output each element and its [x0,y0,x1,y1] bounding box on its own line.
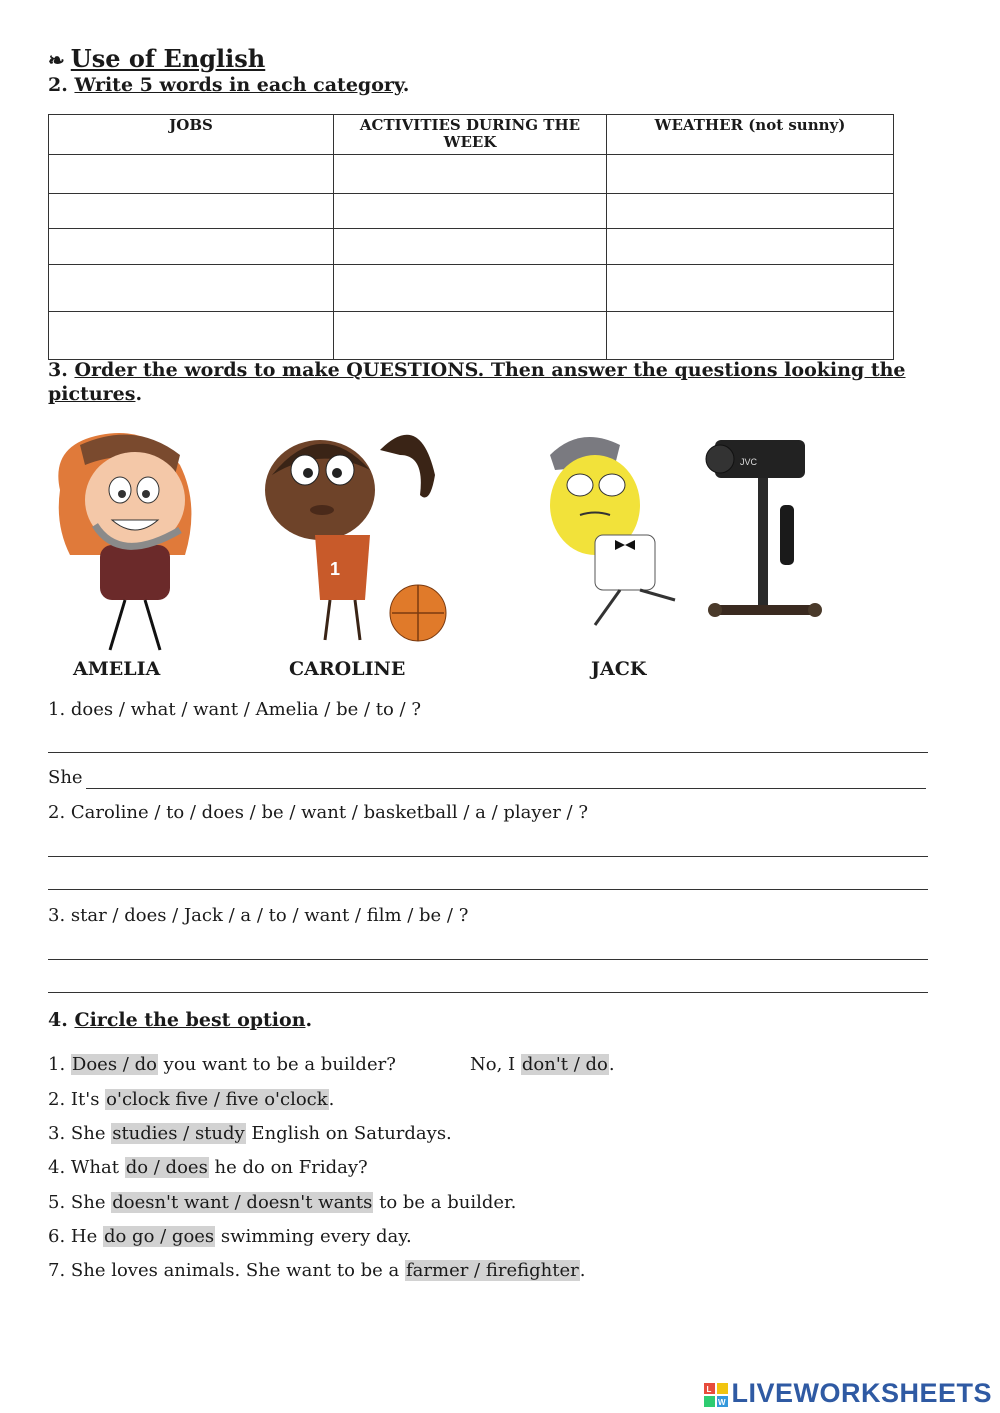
table-row [49,265,894,312]
option-choice[interactable]: farmer / firefighter [406,1260,579,1281]
table-cell[interactable] [334,229,607,265]
list-item: 3. She studies / study English on Saturdays. [48,1123,452,1144]
table-cell[interactable] [607,155,894,194]
list-item: No, I don't / do. [470,1054,615,1075]
option-choice[interactable]: do go / goes [103,1226,215,1247]
answer-prefix: She [48,767,83,788]
table-row [49,312,894,360]
liveworksheets-logo [704,1378,992,1409]
table-cell[interactable] [49,312,334,360]
caroline-illustration [265,435,446,641]
table-cell[interactable] [334,312,607,360]
jack-illustration [550,437,675,625]
question-1: 1. does / what / want / Amelia / be / to / ? [48,699,421,720]
section-3-heading: 3. Order the words to make QUESTIONS. Then answer the questions looking the pictures. [48,359,906,405]
header-activities: ACTIVITIES DURING THE WEEK [334,115,607,155]
section-4-heading: 4. Circle the best option. [48,1009,313,1031]
section-2-heading: 2. Write 5 words in each category. [48,74,410,96]
table-cell[interactable] [49,265,334,312]
table-header-row [49,115,894,155]
table-cell[interactable] [49,194,334,229]
table-row [49,229,894,265]
option-choice[interactable]: Does / do [71,1054,157,1075]
table-cell[interactable] [607,265,894,312]
list-item: 1. Does / do you want to be a builder? [48,1054,396,1075]
list-item: 6. He do go / goes swimming every day. [48,1226,412,1247]
option-choice[interactable]: don't / do [521,1054,608,1075]
table-cell[interactable] [334,265,607,312]
name-caroline: CAROLINE [289,658,406,680]
category-table [48,114,894,360]
question-2: 2. Caroline / to / does / be / want / basketball / a / player / ? [48,802,588,823]
table-row [49,155,894,194]
answer-line[interactable] [48,889,928,890]
table-cell[interactable] [49,155,334,194]
list-item: 7. She loves animals. She want to be a farmer / firefighter. [48,1260,586,1281]
logo-letter: W [718,1397,727,1407]
brand-text: LIVEWORKSHEETS [731,1378,992,1408]
logo-letter: L [706,1384,713,1394]
page-title: ❧ Use of English [48,44,266,73]
answer-line[interactable] [48,992,928,993]
list-item: 2. It's o'clock five / five o'clock. [48,1089,335,1110]
header-jobs: JOBS [49,115,334,155]
answer-line[interactable] [48,959,928,960]
option-choice[interactable]: studies / study [112,1123,245,1144]
option-choice[interactable]: o'clock five / five o'clock [106,1089,328,1110]
table-cell[interactable] [49,229,334,265]
jersey-number: 1 [330,559,341,579]
name-jack: JACK [591,658,647,680]
answer-line[interactable] [48,856,928,857]
list-item: 4. What do / does he do on Friday? [48,1157,368,1178]
table-cell[interactable] [607,194,894,229]
table-row [49,194,894,229]
answer-line[interactable] [86,788,926,789]
header-weather: WEATHER (not sunny) [607,115,894,155]
camera-stabilizer-illustration [706,440,822,617]
fleuron-icon: ❧ [48,48,65,72]
characters-illustration [40,415,900,660]
list-item: 5. She doesn't want / doesn't wants to be a builder. [48,1192,517,1213]
question-3: 3. star / does / Jack / a / to / want / film / be / ? [48,905,469,926]
table-cell[interactable] [334,155,607,194]
answer-line[interactable] [48,752,928,753]
camera-brand: JVC [740,457,758,467]
option-choice[interactable]: doesn't want / doesn't wants [112,1192,373,1213]
liveworksheets-logo-icon [704,1383,728,1407]
table-cell[interactable] [334,194,607,229]
table-cell[interactable] [607,312,894,360]
name-amelia: AMELIA [73,658,161,680]
amelia-illustration [58,433,191,650]
table-cell[interactable] [607,229,894,265]
option-choice[interactable]: do / does [125,1157,208,1178]
